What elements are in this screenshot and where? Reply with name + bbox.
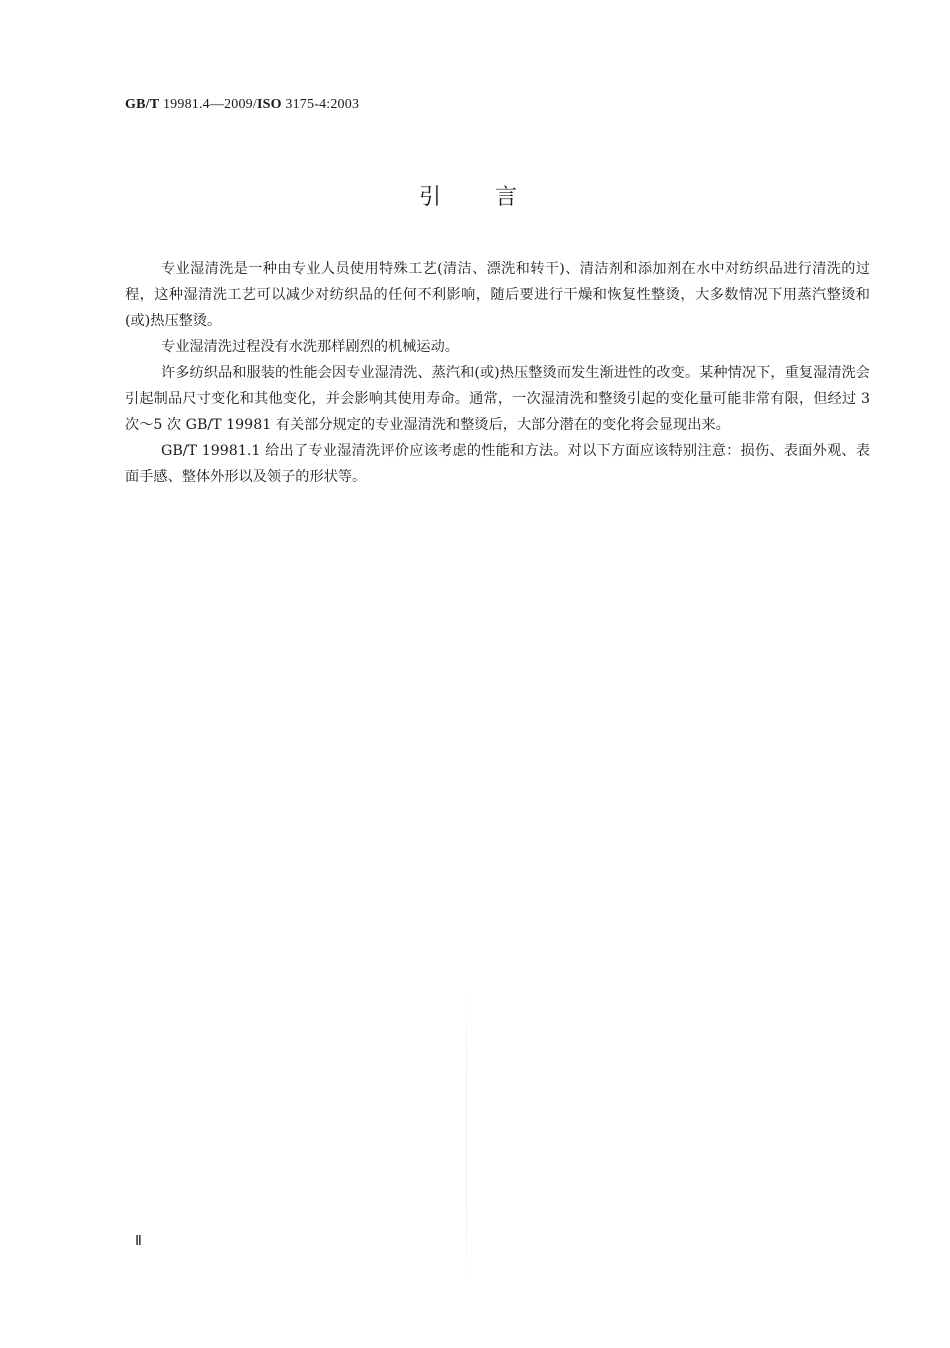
standard-number: 19981.4—2009/ [159,97,257,112]
standard-prefix: GB/T [125,97,160,112]
paragraph: GB/T 19981.1 给出了专业湿清洗评价应该考虑的性能和方法。对以下方面应该特别注意：损伤、表面外观、表面手感、整体外形以及领子的形状等。 [125,443,870,485]
body-text [125,256,870,490]
paragraph: 专业湿清洗是一种由专业人员使用特殊工艺(清洁、漂洗和转干)、清洁剂和添加剂在水中对纺织品进行清洗的过程，这种湿清洗工艺可以减少对纺织品的任何不利影响，随后要进行干燥和恢复性整烫，大多数情况下用蒸汽整烫和(或)热压整烫。 [125,261,870,329]
page-number: Ⅱ [135,1234,142,1249]
iso-prefix: ISO [256,97,282,112]
iso-number: 3175-4:2003 [281,97,360,112]
scan-artifact [466,985,467,1295]
paragraph: 许多纺织品和服装的性能会因专业湿清洗、蒸汽和(或)热压整烫而发生渐进性的改变。某种情况下，重复湿清洗会引起制品尺寸变化和其他变化，并会影响其使用寿命。通常，一次湿清洗和整烫引起的变化量可能非常有限，但经过 3 次～5 次 GB/T 19981 有关部分规定的专业湿清洗和整烫后，大部分潜在的变化将会显现出来。 [125,365,870,433]
paragraph: 专业湿清洗过程没有水洗那样剧烈的机械运动。 [161,339,459,355]
section-title: 引言 [418,185,571,210]
document-header [125,97,359,113]
